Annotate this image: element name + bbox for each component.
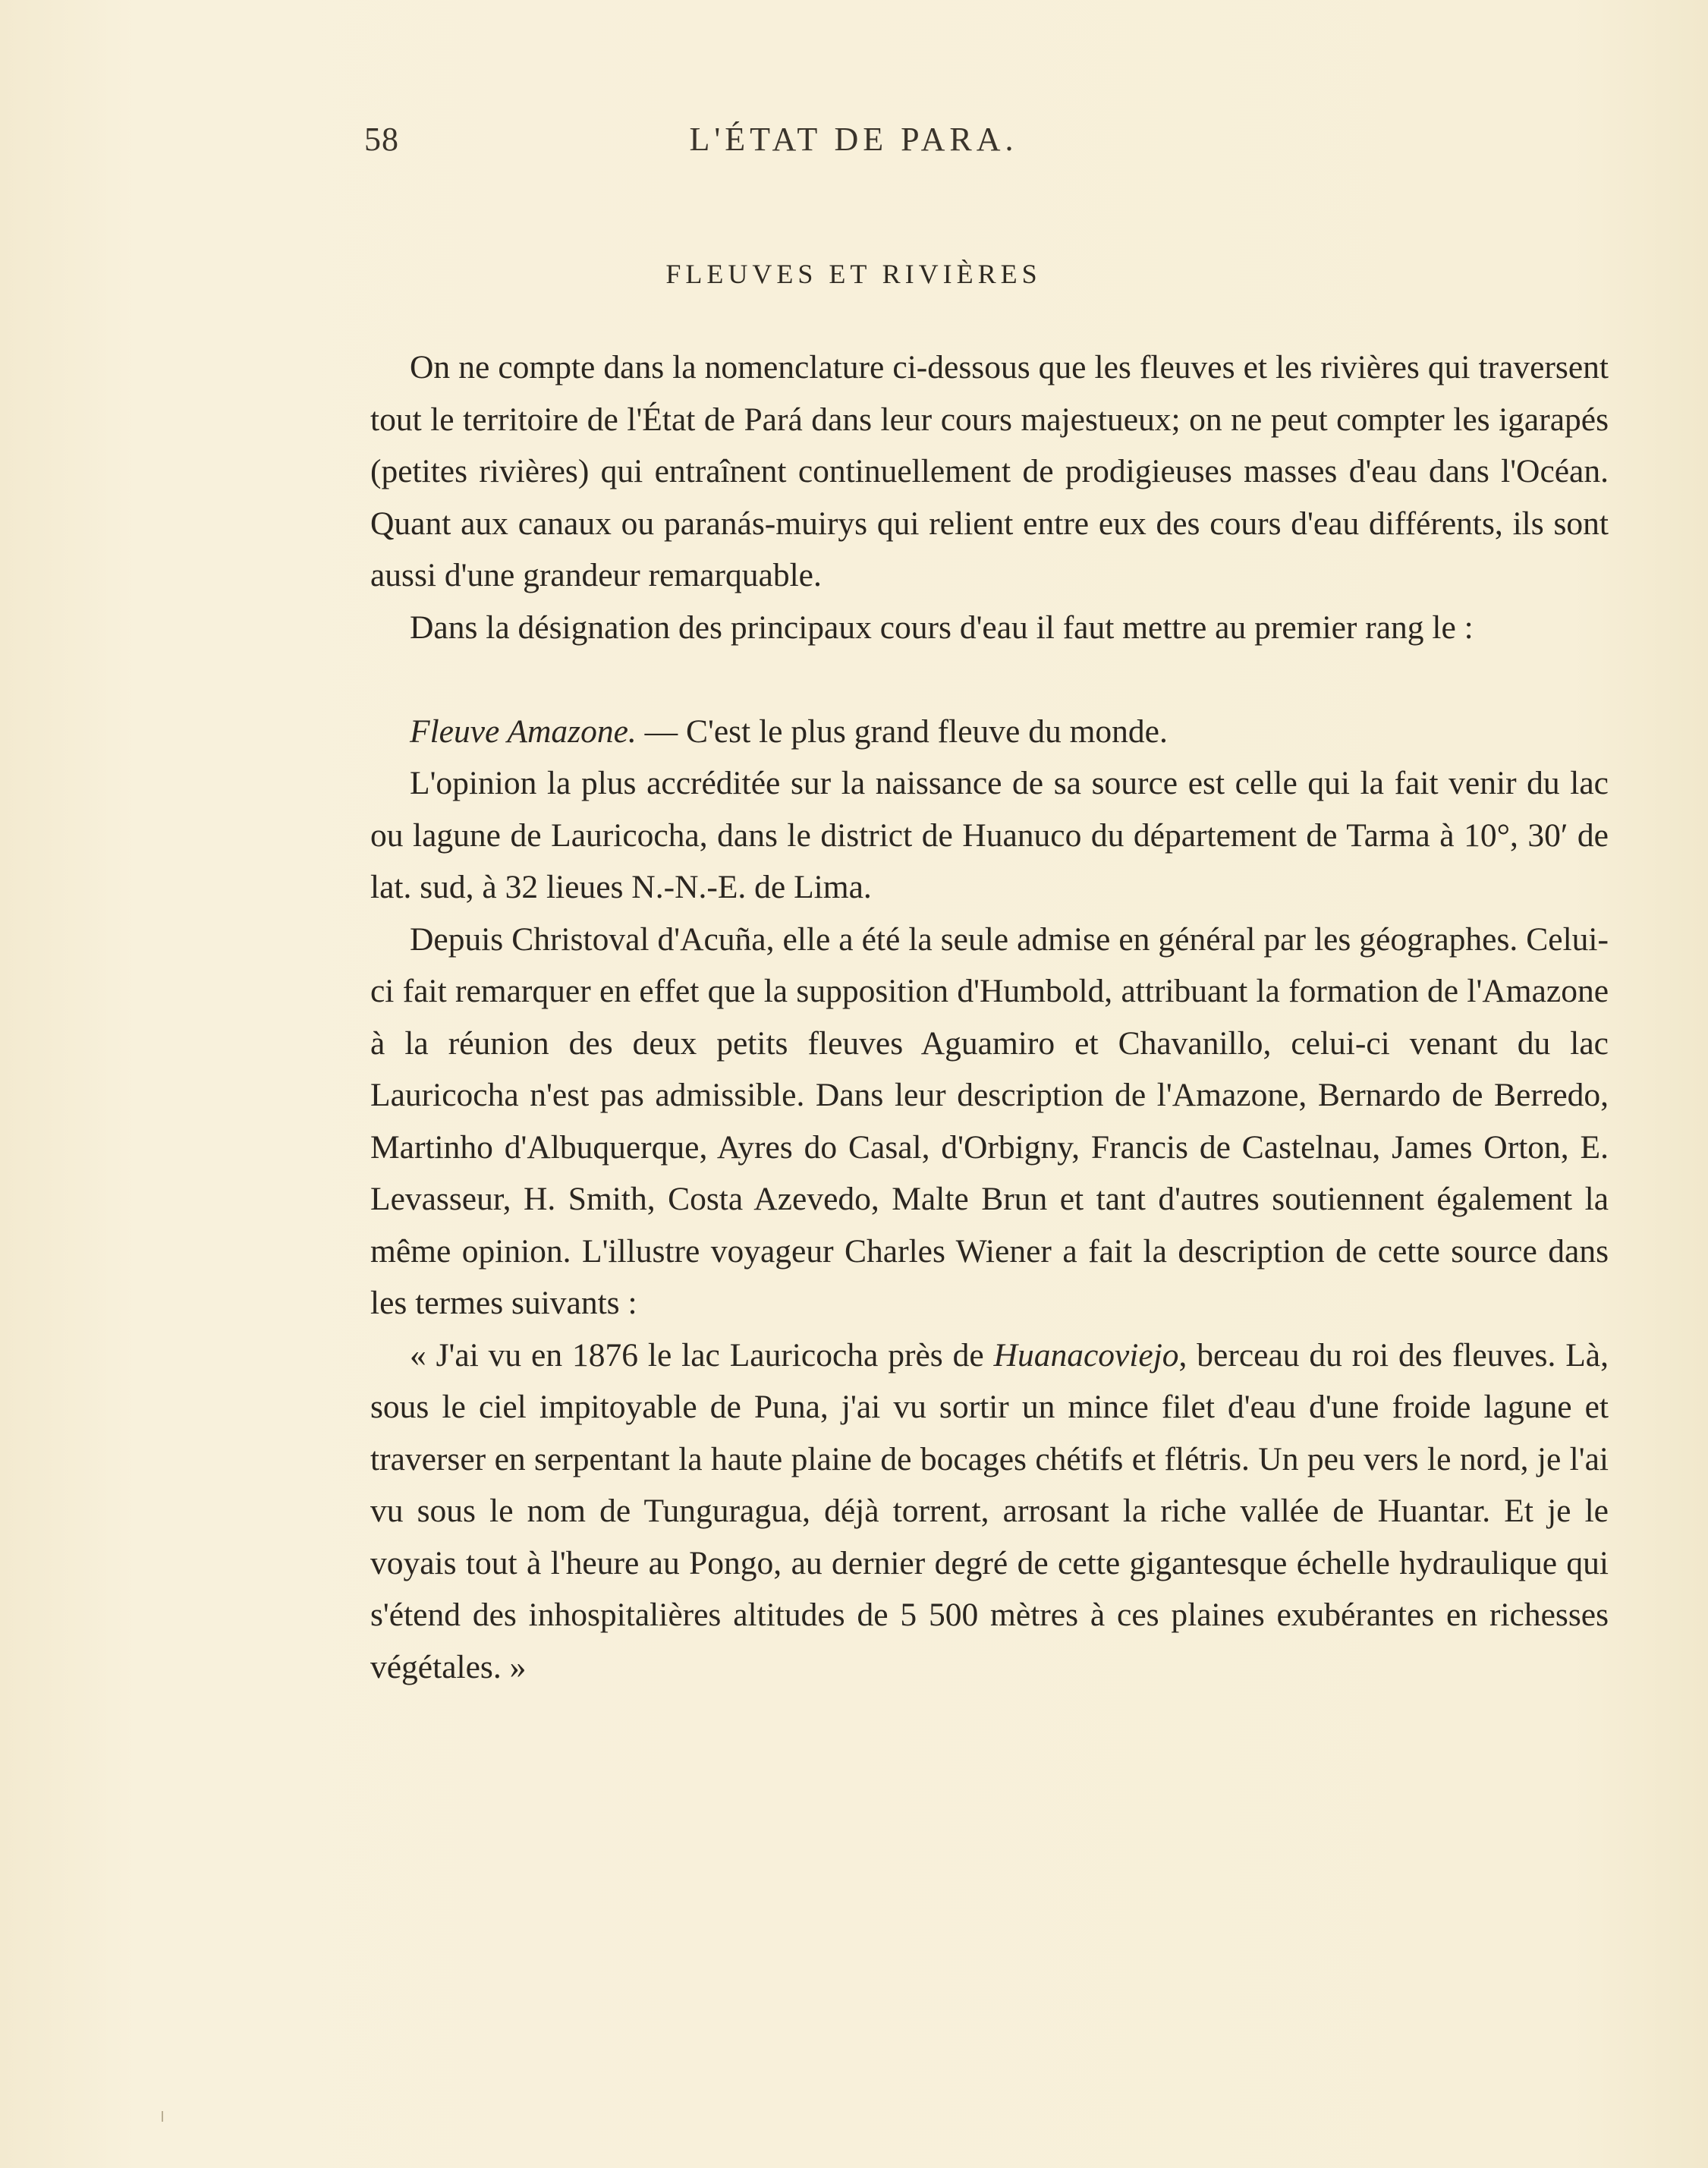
paragraph-amazone-heading <box>370 706 1609 758</box>
quote-rest: , berceau du roi des fleuves. Là, sous le ciel impitoyable de Puna, j'ai vu sortir un mince filet d'eau d'une froide lagune et traverser en serpentant la haute plaine de bocages chétifs et flétris. Un peu vers le nord, je l'ai vu sous le nom de Tunguragua, déjà torrent, arrosant la riche vallée de Huantar. Et je le voyais tout à l'heure au Pongo, au dernier degré de cette gigantesque échelle hydraulique qui s'étend des inhospitalières altitudes de 5 500 mètres à ces plaines exubérantes en richesses végétales. » <box>370 1336 1609 1685</box>
page-number: 58 <box>364 121 399 158</box>
quote-place-name: Huanacoviejo <box>993 1336 1179 1373</box>
paragraph-acuna: Depuis Christoval d'Acuña, elle a été la seule admise en général par les géographes. Celui-ci fait remarquer en effet que la supposition d'Humbold, attribuant la formation de l'Amazone à la réunion des deux petits fleuves Aguamiro et Chavanillo, celui-ci venant du lac Lauricocha n'est pas admissible. Dans leur description de l'Amazone, Bernardo de Berredo, Martinho d'Albuquerque, Ayres do Casal, d'Orbigny, Francis de Castelnau, James Orton, E. Levasseur, H. Smith, Costa Azevedo, Malte Brun et tant d'autres soutiennent également la même opinion. L'illustre voyageur Charles Wiener a fait la description de cette source dans les termes suivants : <box>370 920 1609 1321</box>
paper-speck <box>162 2111 163 2122</box>
quote-start: « J'ai vu en 1876 le lac Lauricocha près de <box>410 1336 994 1373</box>
paragraph-wiener-quote <box>370 1329 1609 1694</box>
paragraph-intro: On ne compte dans la nomenclature ci-dessous que les fleuves et les rivières qui traversent tout le territoire de l'État de Pará dans leur cours majestueux; on ne peut compter les igarapés (petites rivières) qui entraînent continuellement de prodigieuses masses d'eau dans l'Océan. Quant aux canaux ou paranás-muirys qui relient entre eux des cours d'eau différents, ils sont aussi d'une grandeur remarquable. <box>370 349 1609 593</box>
amazone-label: Fleuve Amazone. <box>410 713 637 750</box>
running-title: L'ÉTAT DE PARA. <box>689 121 1018 158</box>
section-title: FLEUVES ET RIVIÈRES <box>665 259 1042 289</box>
paragraph-source-opinion: L'opinion la plus accréditée sur la naissance de sa source est celle qui la fait venir du lac ou lagune de Lauricocha, dans le district de Huanuco du département de Tarma à 10°, 30′ de lat. sud, à 32 lieues N.-N.-E. de Lima. <box>370 765 1609 905</box>
body-text <box>370 341 1609 1693</box>
amazone-description: — C'est le plus grand fleuve du monde. <box>636 713 1168 750</box>
running-head <box>364 120 1343 165</box>
paragraph-designation: Dans la désignation des principaux cours d'eau il faut mettre au premier rang le : <box>410 609 1474 646</box>
